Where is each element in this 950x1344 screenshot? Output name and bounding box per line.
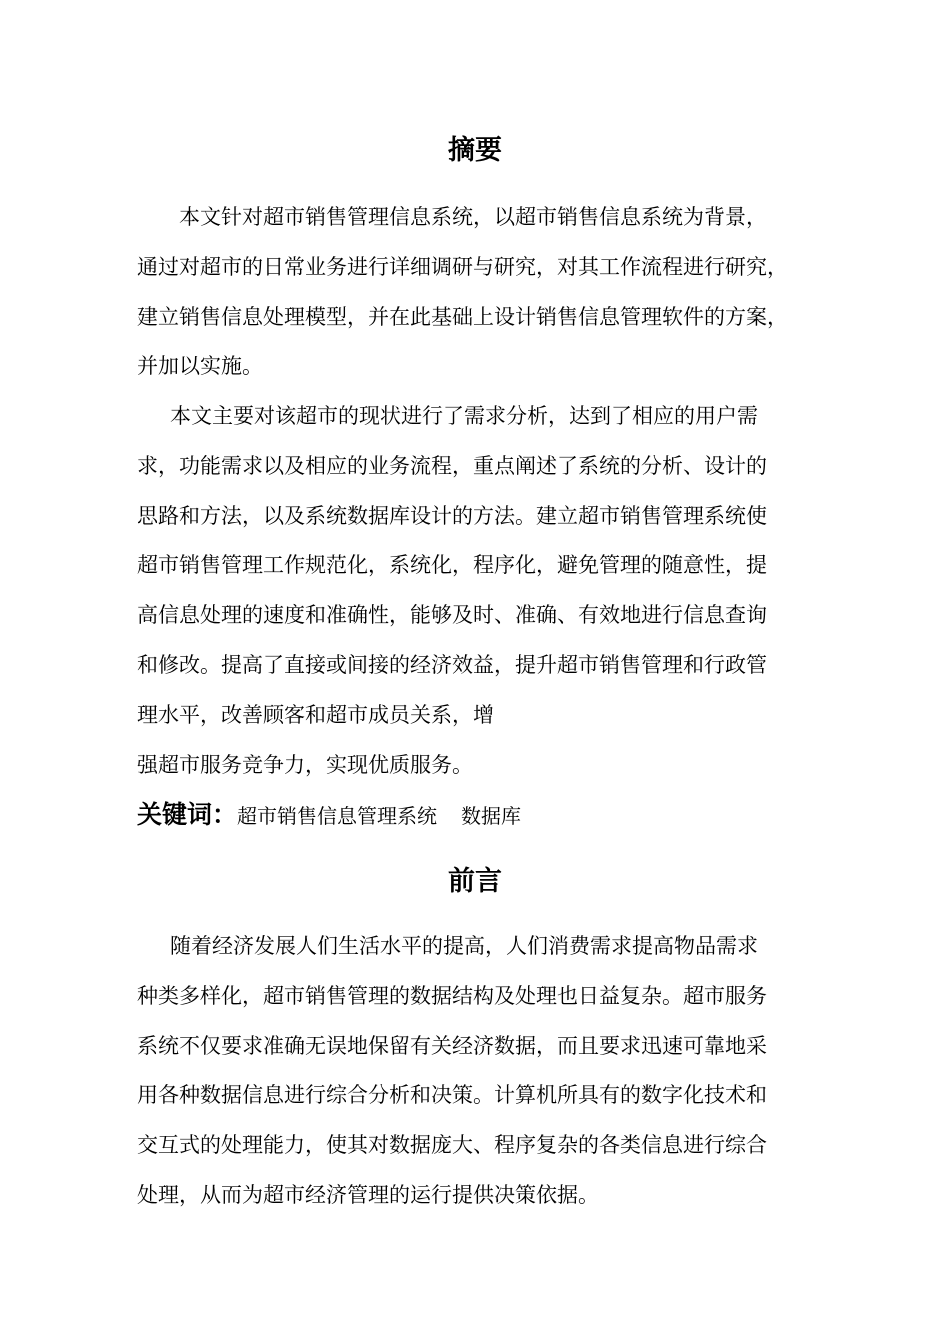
text-line: 处理，从而为超市经济管理的运行提供决策依据。 bbox=[137, 1183, 599, 1207]
text-line: 随着经济发展人们生活水平的提高，人们消费需求提高物品需求 bbox=[170, 934, 758, 958]
text-line: 系统不仅要求准确无误地保留有关经济数据，而且要求迅速可靠地采 bbox=[137, 1034, 767, 1058]
keyword-item: 超市销售信息管理系统 bbox=[237, 804, 438, 828]
text-line: 求，功能需求以及相应的业务流程，重点阐述了系统的分析、设计的 bbox=[137, 454, 767, 478]
text-line: 建立销售信息处理模型，并在此基础上设计销售信息管理软件的方案， bbox=[137, 305, 788, 329]
text-line: 强超市服务竞争力，实现优质服务。 bbox=[137, 753, 473, 777]
keywords-line bbox=[137, 800, 521, 831]
text-line: 用各种数据信息进行综合分析和决策。计算机所具有的数字化技术和 bbox=[137, 1083, 767, 1107]
keywords-label: 关键词： bbox=[137, 800, 238, 829]
text-line: 本文针对超市销售管理信息系统，以超市销售信息系统为背景， bbox=[179, 205, 767, 229]
text-line: 和修改。提高了直接或间接的经济效益，提升超市销售管理和行政管 bbox=[137, 653, 767, 677]
text-line: 本文主要对该超市的现状进行了需求分析，达到了相应的用户需 bbox=[170, 404, 758, 428]
text-line: 超市销售管理工作规范化，系统化，程序化，避免管理的随意性，提 bbox=[137, 553, 767, 577]
text-line: 高信息处理的速度和准确性，能够及时、准确、有效地进行信息查询 bbox=[137, 603, 767, 627]
abstract-heading: 摘要 bbox=[448, 135, 502, 166]
keyword-item: 数据库 bbox=[461, 804, 522, 828]
text-line: 思路和方法，以及系统数据库设计的方法。建立超市销售管理系统使 bbox=[137, 504, 767, 528]
text-line: 种类多样化，超市销售管理的数据结构及处理也日益复杂。超市服务 bbox=[137, 984, 767, 1008]
text-line: 理水平，改善顾客和超市成员关系，增 bbox=[137, 703, 494, 727]
text-line: 并加以实施。 bbox=[137, 354, 263, 378]
text-line: 通过对超市的日常业务进行详细调研与研究，对其工作流程进行研究， bbox=[137, 255, 788, 279]
text-line: 交互式的处理能力，使其对数据庞大、程序复杂的各类信息进行综合 bbox=[137, 1133, 767, 1157]
preface-heading: 前言 bbox=[448, 866, 502, 897]
